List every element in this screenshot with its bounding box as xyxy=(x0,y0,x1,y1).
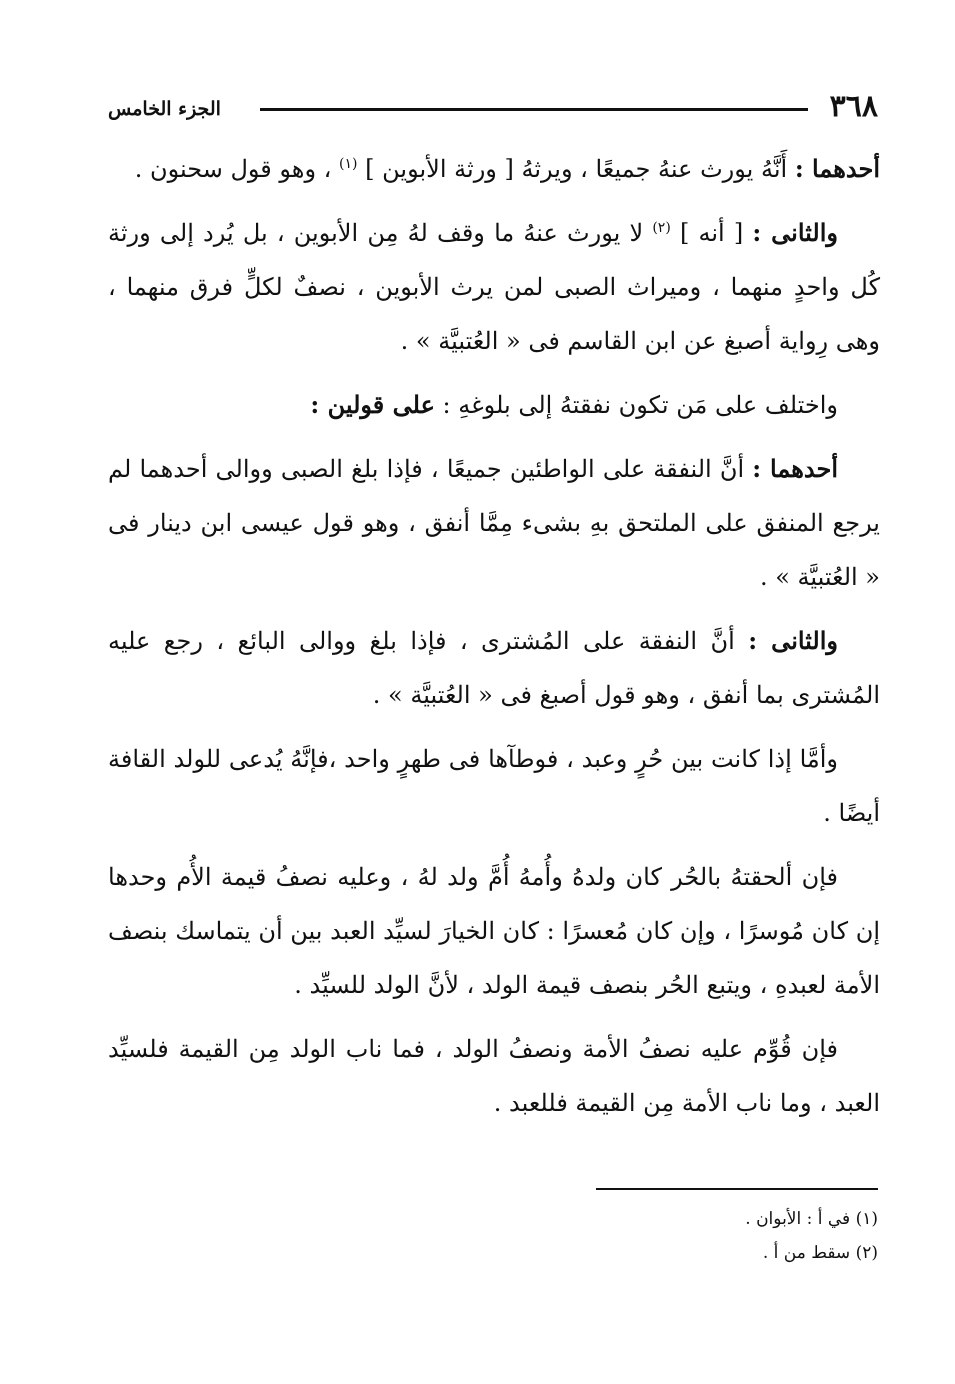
paragraph-5 xyxy=(108,614,880,722)
page-header xyxy=(108,88,878,128)
running-title: الجزء الخامس xyxy=(108,98,221,120)
footnote-marker-1: (١) xyxy=(339,156,358,172)
paragraph-text: أنَّ النفقة على الواطئين جميعًا ، فإذا بلغ الصبى ووالى أحدهما لم يرجع المنفق على الملتحق بهِ بشىء مِمَّا أنفق ، وهو قول عيسى ابن دينار فى « العُتبيَّة » . xyxy=(108,455,880,591)
paragraph-lead: والثانى : xyxy=(748,626,838,655)
paragraph-text: واختلف على مَن تكون نفقتهُ إلى بلوغهِ : xyxy=(434,391,838,419)
paragraph-1 xyxy=(108,142,880,196)
footnote-2: (٢) سقط من أ . xyxy=(762,1243,878,1263)
paragraph-text: فإن قُوِّم عليه نصفُ الأمة ونصفُ الولد ، فما ناب الولد مِن القيمة فلسيِّد العبد ، وما ناب الأمة مِن القيمة فللعبد . xyxy=(108,1035,880,1117)
paragraph-text: فإن ألحقتهُ بالحُر كان ولدهُ وأُمهُ أُمَّ ولد لهُ ، وعليه نصفُ قيمة الأُم وحدها إن كان مُوسرًا ، وإن كان مُعسرًا : كان الخيارَ لسيِّد العبد بين أن يتماسك بنصف الأمة لعبدهِ ، ويتبع الحُر بنصف قيمة الولد ، لأنَّ الولد للسيِّد . xyxy=(108,863,880,999)
paragraph-7 xyxy=(108,850,880,1012)
paragraph-8 xyxy=(108,1022,880,1130)
paragraph-2 xyxy=(108,206,880,368)
paragraph-text: لا يورث عنهُ ما وقف لهُ مِن الأبوين ، بل يُرد إلى ورثة كُل واحدٍ منهما ، وميراث الصبى لمن يرث الأبوين ، نصفٌ لكلٍّ فرق منهما ، وهى رِواية أصبغ عن ابن القاسم فى « العُتبيَّة » . xyxy=(108,219,880,355)
paragraph-text: [ أنه ] xyxy=(670,219,753,247)
header-rule xyxy=(260,108,808,111)
footnote-rule xyxy=(596,1188,878,1190)
paragraph-text: أنَّ النفقة على المُشترى ، فإذا بلغ ووالى البائع ، رجع عليه المُشترى بما أنفق ، وهو قول أصبغ فى « العُتبيَّة » . xyxy=(108,627,880,709)
footnotes xyxy=(378,1202,878,1270)
footnote-1: (١) في أ : الأبوان . xyxy=(745,1209,878,1229)
paragraph-lead: والثانى : xyxy=(752,218,838,247)
paragraph-lead: أحدهما : xyxy=(794,154,880,183)
paragraph-6 xyxy=(108,732,880,840)
paragraph-text: وأمَّا إذا كانت بين حُرٍ وعبد ، فوطآها فى طهرٍ واحد ،فإنَّهُ يُدعى للولد القافة أيضًا . xyxy=(108,745,880,827)
paragraph-text: ، وهو قول سحنون . xyxy=(134,155,340,183)
body-text xyxy=(108,142,880,1140)
footnote-marker-2: (٢) xyxy=(652,220,671,236)
page-number: ٣٦٨ xyxy=(829,89,878,124)
paragraph-3 xyxy=(108,378,880,432)
paragraph-lead: أحدهما : xyxy=(752,454,838,483)
paragraph-text: أَنَّهُ يورث عنهُ جميعًا ، ويرثهُ [ ورثة الأبوين ] xyxy=(357,155,795,183)
paragraph-4 xyxy=(108,442,880,604)
paragraph-bold-end: على قولين : xyxy=(310,390,435,419)
